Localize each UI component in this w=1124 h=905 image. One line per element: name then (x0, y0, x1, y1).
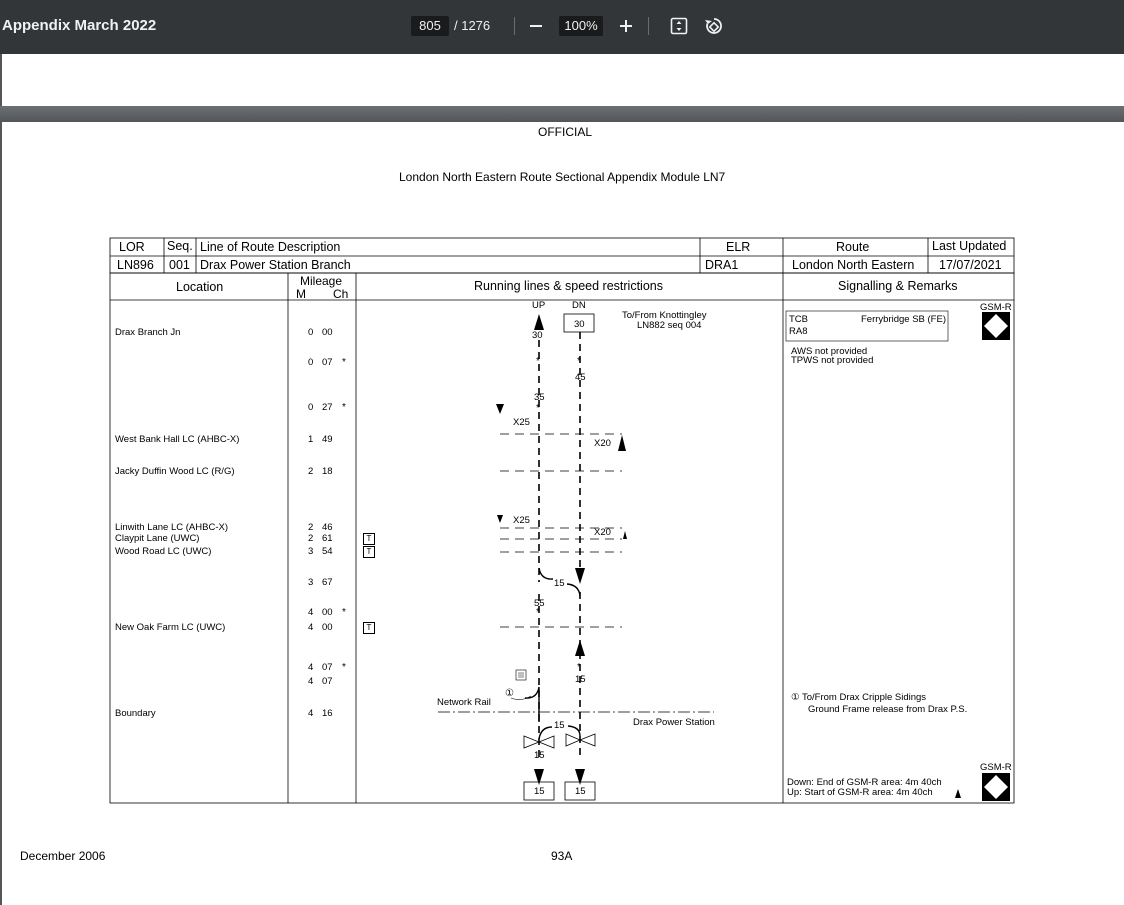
zoom-out-icon (524, 14, 548, 38)
speed-box-dn: 30 (574, 319, 585, 330)
speed-box-dn: 15 (575, 786, 586, 797)
speed-label: 15 (554, 578, 565, 589)
tcb-label: TCB (789, 314, 808, 325)
mileage-chains: 27 (322, 402, 333, 413)
zoom-in-button[interactable] (614, 14, 638, 38)
zoom-in-icon (614, 14, 638, 38)
mileage-chains: 18 (322, 466, 333, 477)
toolbar-divider (648, 17, 649, 35)
up-line-label: UP (532, 300, 546, 311)
mileage-chains: 07 (322, 676, 333, 687)
remark-note-2: Ground Frame release from Drax P.S. (808, 704, 968, 715)
mileage-header: Mileage (300, 274, 343, 288)
speed-change-marker: * (342, 357, 346, 368)
gsmr-up-remark: Up: Start of GSM-R area: 4m 40ch (787, 787, 933, 798)
miles-header: M (296, 287, 306, 301)
mileage-chains: 07 (322, 357, 333, 368)
speed-label-dn: 15 (575, 674, 586, 685)
speed-change-marker: * (536, 356, 540, 367)
last-updated-label: Last Updated (932, 239, 1007, 253)
mileage-chains: 61 (322, 533, 333, 544)
rotate-icon (702, 14, 726, 38)
location-name: Linwith Lane LC (AHBC-X) (115, 522, 228, 533)
location-name: Claypit Lane (UWC) (115, 533, 200, 544)
speed-change-marker: * (342, 662, 346, 673)
mileage-chains: 49 (322, 434, 333, 445)
mileage-miles: 1 (308, 434, 314, 445)
speed-label-up: 55 (534, 598, 545, 609)
speed-box-up: 15 (534, 786, 545, 797)
toolbar-divider (514, 17, 515, 35)
mileage-miles: 0 (308, 357, 314, 368)
crossing-label: X25 (513, 515, 530, 526)
signal-box-label: Ferrybridge SB (FE) (861, 314, 946, 325)
telephone-icon: T (363, 622, 375, 634)
gsmr-label: GSM-R (980, 762, 1012, 773)
module-title: London North Eastern Route Sectional Appendix Module LN7 (399, 170, 726, 184)
footer-date: December 2006 (20, 849, 106, 863)
speed-change-marker: * (536, 607, 540, 618)
route-ref-label: LN882 seq 004 (637, 320, 702, 331)
signalling-header: Signalling & Remarks (838, 279, 958, 293)
elr-label: ELR (726, 240, 751, 254)
zoom-input[interactable]: 100% (559, 16, 603, 36)
mileage-chains: 07 (322, 662, 333, 673)
speed-label-up: 15 (534, 750, 545, 761)
mileage-miles: 4 (308, 622, 314, 633)
description-label: Line of Route Description (200, 240, 341, 254)
zoom-out-button[interactable] (524, 14, 548, 38)
ra8-label: RA8 (789, 326, 808, 337)
tpws-remark: TPWS not provided (791, 355, 874, 366)
seq-value: 001 (169, 258, 190, 272)
mileage-miles: 2 (308, 533, 314, 544)
speed-change-marker: * (342, 402, 346, 413)
mileage-chains: 16 (322, 708, 333, 719)
location-name: Jacky Duffin Wood LC (R/G) (115, 466, 235, 477)
speed-label-up: 35 (534, 392, 545, 403)
speed-change-marker: * (536, 403, 540, 414)
mileage-chains: 67 (322, 577, 333, 588)
telephone-icon: T (363, 533, 375, 545)
mileage-miles: 4 (308, 708, 314, 719)
speed-change-marker: * (577, 662, 581, 673)
seq-label: Seq. (167, 239, 193, 253)
crossing-label: X20 (594, 438, 611, 449)
mileage-miles: 4 (308, 662, 314, 673)
route-label: Route (836, 240, 870, 254)
elr-value: DRA1 (705, 258, 739, 272)
remark-note-1: ① To/From Drax Cripple Sidings (791, 692, 927, 703)
telephone-icon: T (363, 546, 375, 558)
page-number-input[interactable]: 805 (411, 16, 449, 36)
description-value: Drax Power Station Branch (200, 258, 351, 272)
to-from-label: To/From Knottingley (622, 310, 707, 321)
location-name: Wood Road LC (UWC) (115, 546, 212, 557)
lor-value: LN896 (117, 258, 154, 272)
running-lines-header: Running lines & speed restrictions (474, 279, 663, 293)
mileage-miles: 3 (308, 577, 314, 588)
location-name: New Oak Farm LC (UWC) (115, 622, 226, 633)
speed-change-marker: * (577, 356, 581, 367)
mileage-chains: 46 (322, 522, 333, 533)
lor-label: LOR (119, 240, 145, 254)
last-updated-value: 17/07/2021 (939, 258, 1002, 272)
ground-frame-ref: ① (505, 688, 514, 699)
fit-page-button[interactable] (667, 14, 691, 38)
speed-label: 15 (554, 720, 565, 731)
mileage-miles: 4 (308, 676, 314, 687)
gsmr-down-remark: Down: End of GSM-R area: 4m 40ch (787, 777, 942, 788)
gsmr-label: GSM-R (980, 302, 1012, 313)
page-gap (0, 106, 1124, 122)
footer-page-number: 93A (551, 849, 573, 863)
location-name: Drax Branch Jn (115, 327, 181, 338)
rotate-button[interactable] (702, 14, 726, 38)
mileage-miles: 3 (308, 546, 314, 557)
mileage-miles: 2 (308, 522, 314, 533)
mileage-miles: 0 (308, 402, 314, 413)
down-line-label: DN (572, 300, 586, 311)
mileage-chains: 54 (322, 546, 333, 557)
mileage-chains: 00 (322, 622, 333, 633)
chains-header: Ch (333, 287, 349, 301)
location-header: Location (176, 280, 224, 294)
speed-label-dn: 45 (575, 372, 586, 383)
aws-remark: AWS not provided (791, 346, 868, 357)
speed-change-marker: * (342, 607, 346, 618)
crossing-label: X25 (513, 417, 530, 428)
mileage-miles: 2 (308, 466, 314, 477)
network-rail-label: Network Rail (437, 697, 491, 708)
document-page (2, 122, 1124, 905)
official-marking: OFFICIAL (538, 125, 593, 139)
crossing-label: X20 (594, 527, 611, 538)
previous-page (2, 54, 1124, 106)
mileage-miles: 0 (308, 327, 314, 338)
drax-power-station-label: Drax Power Station (633, 717, 715, 728)
mileage-miles: 4 (308, 607, 314, 618)
route-value: London North Eastern (792, 258, 915, 272)
viewer-toolbar (0, 0, 1124, 54)
location-name: Boundary (115, 708, 156, 719)
location-name: West Bank Hall LC (AHBC-X) (115, 434, 240, 445)
fit-page-icon (667, 14, 691, 38)
mileage-chains: 00 (322, 327, 333, 338)
document-title: Appendix March 2022 (2, 17, 157, 34)
mileage-chains: 00 (322, 607, 333, 618)
speed-label-up: 30 (532, 330, 543, 341)
page-total: / 1276 (454, 18, 491, 33)
